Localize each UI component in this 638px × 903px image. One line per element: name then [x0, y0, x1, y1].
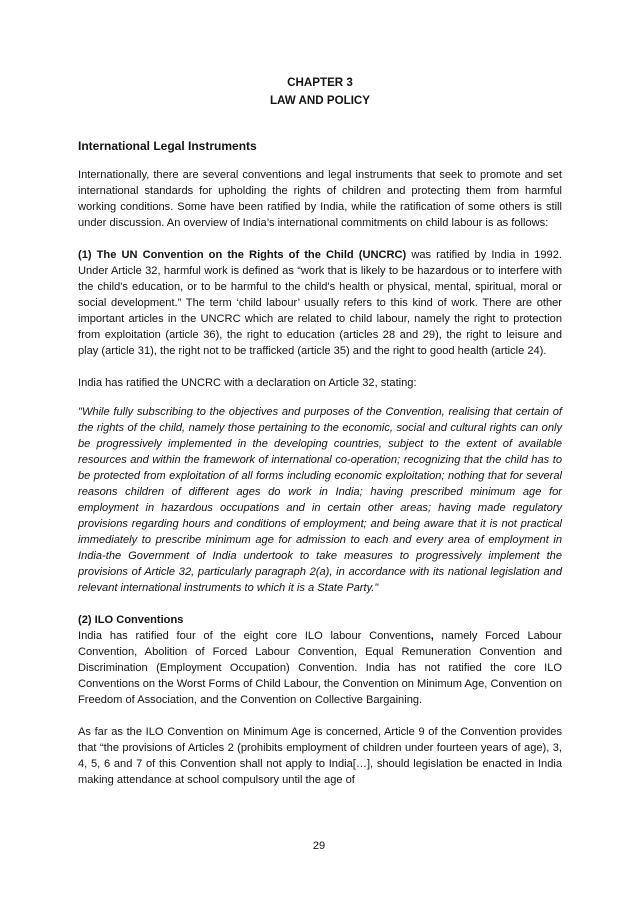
uncrc-number: (1) [78, 249, 92, 261]
uncrc-paragraph [78, 247, 562, 359]
uncrc-body: was ratified by India in 1992. Under Article 32, harmful work is defined as “work that is likely to be hazardous or to interfere with the child's education, or to be harmful to the child's health or physical, mental, spiritual, moral or social development.” The term ‘child labour’ usually refers to this kind of work. There are other important articles in the UNCRC which are related to child labour, namely the right to protection from exploitation (article 36), the right to education (articles 28 and 29), the right to leisure and play (article 31), the right not to be trafficked (article 35) and the right to good health (article 24). [78, 249, 562, 357]
ilo-paragraph [78, 628, 562, 708]
section-heading: International Legal Instruments [78, 139, 257, 153]
page-content [78, 74, 562, 788]
page-number: 29 [312, 840, 326, 852]
ilo-body-comma: , [430, 630, 434, 642]
declaration-quote: "While fully subscribing to the objectives and purposes of the Convention, realising that certain of the rights of the child, namely those pertaining to the economic, social and cultural rights can only be progressively implemented in the developing countries, subject to the extent of available resources and within the framework of international co-operation; recognizing that the child has to be protected from exploitation of all forms including economic exploitation; nothing that for several reasons children of different ages do work in India; having prescribed minimum age for employment in hazardous occupations and in certain other areas; having made regulatory provisions regarding hours and conditions of employment; and being aware that it is not practical immediately to prescribe minimum age for admission to each and every area of employment in India-the Government of India undertook to take measures to progressively implement the provisions of Article 32, particularly paragraph 2(a), in accordance with its national legislation and relevant international instruments to which it is a State Party." [78, 406, 562, 594]
intro-paragraph: Internationally, there are several conventions and legal instruments that seek to promote and set international standards for upholding the rights of children and protecting them from harmful working conditions. Some have been ratified by India, while the ratification of some others is still under discussion. An overview of India’s international commitments on child labour is as follows: [78, 169, 562, 229]
chapter-title: LAW AND POLICY [269, 94, 371, 107]
chapter-label: CHAPTER 3 [287, 76, 353, 89]
ilo-body-rest: namely Forced Labour Convention, Abolition of Forced Labour Convention, Equal Remuneration Convention and Discrimination (Employment Occupation) Convention. India has not ratified the core ILO Conventions on the Worst Forms of Child Labour, the Convention on Minimum Age, Convention on Freedom of Association, and the Convention on Collective Bargaining. [78, 630, 562, 706]
minimum-age-paragraph: As far as the ILO Convention on Minimum Age is concerned, Article 9 of the Convention provides that “the provisions of Articles 2 (prohibits employment of children under fourteen years of age), 3, 4, 5, 6 and 7 of this Convention shall not apply to India[…], should legislation be enacted in India making attendance at school compulsory until the age of [78, 726, 562, 786]
ilo-body-start: India has ratified four of the eight core ILO labour Conventions [78, 630, 431, 642]
uncrc-heading: The UN Convention on the Rights of the Child (UNCRC) [96, 249, 407, 261]
ilo-heading: (2) ILO Conventions [78, 614, 184, 626]
declaration-intro: India has ratified the UNCRC with a declaration on Article 32, stating: [78, 377, 417, 389]
